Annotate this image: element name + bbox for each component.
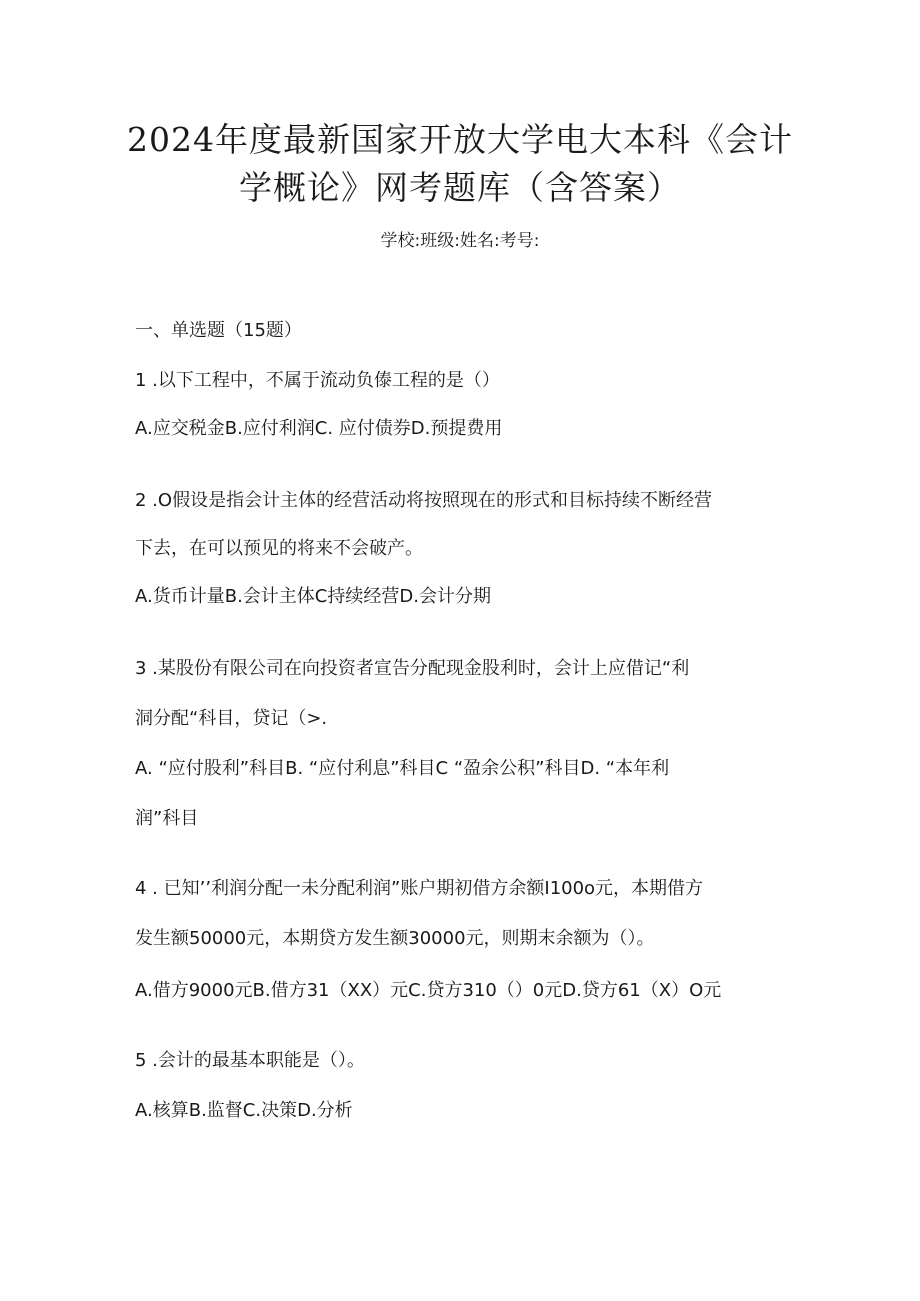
document-title-line-2: 学概论》网考题库（含答案） bbox=[239, 168, 681, 207]
question-5-options: A.核算B.监督C.决策D.分析 bbox=[135, 1100, 353, 1121]
question-4-options: A.借方9000元B.借方31（XX）元C.贷方310（）0元D.贷方61（X）O元 bbox=[135, 980, 722, 1001]
student-info-line: 学校:班级:姓名:考号: bbox=[380, 231, 540, 251]
question-3-options: A. “应付股利”科目B. “应付利息”科目C “盈余公积”科目D. “本年利 bbox=[135, 758, 670, 779]
question-2-options: A.货币计量B.会计主体C持续经营D.会计分期 bbox=[135, 586, 491, 607]
question-1-options: A.应交税金B.应付利润C. 应付债券D.预提费用 bbox=[135, 418, 503, 439]
question-1-text: 1 .以下工程中，不属于流动负傣工程的是（） bbox=[135, 370, 500, 391]
question-3-text: 3 .某股份有限公司在向投资者宣告分配现金股利时，会计上应借记“利 bbox=[135, 658, 690, 679]
question-2-text-cont: 下去，在可以预见的将来不会破产。 bbox=[135, 538, 423, 559]
document-title-line-1: 2024年度最新国家开放大学电大本科《会计 bbox=[127, 120, 793, 159]
question-3-text-cont: 洞分配“科目，贷记（>. bbox=[135, 708, 328, 729]
question-4-text-cont: 发生额50000元，本期贷方发生额30000元，则期末余额为（）。 bbox=[135, 928, 655, 949]
section-heading: 一、单选题（15题） bbox=[135, 320, 302, 341]
question-5-text: 5 .会计的最基本职能是（）。 bbox=[135, 1050, 365, 1071]
question-3-options-cont: 润”科目 bbox=[135, 808, 199, 829]
question-4-text: 4 . 已知’’利润分配一未分配利润”账户期初借方余额I100o元，本期借方 bbox=[135, 878, 704, 899]
question-2-text: 2 .O假设是指会计主体的经营活动将按照现在的形式和目标持续不断经营 bbox=[135, 490, 713, 511]
